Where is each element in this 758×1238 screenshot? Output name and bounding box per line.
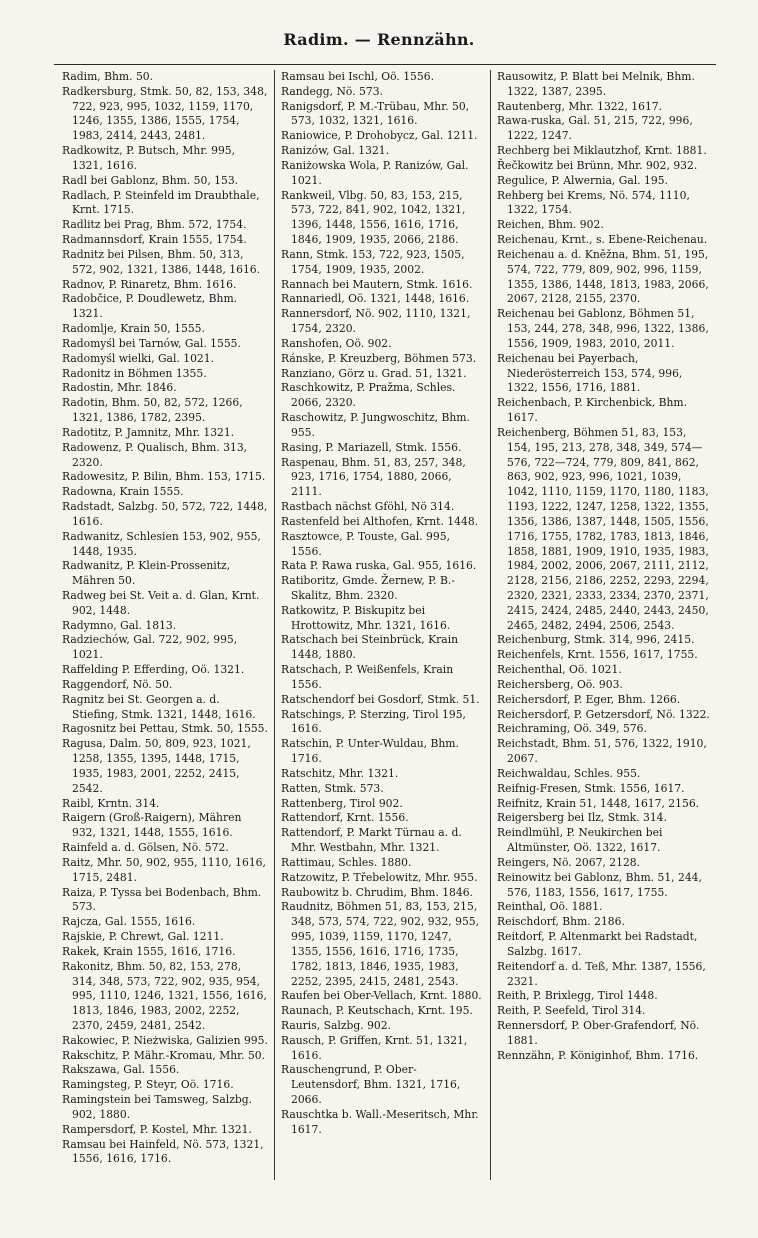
index-entry: Rauschtka b. Wall.-Meseritsch, Mhr. 1617. — [281, 1107, 479, 1136]
index-entry: Radostin, Mhr. 1846. — [62, 381, 177, 395]
index-entry: Radstadt, Salzbg. 50, 572, 722, 1448, 1616. — [62, 500, 268, 528]
index-entry: Rampersdorf, P. Kostel, Mhr. 1321. — [62, 1122, 252, 1136]
page-title: Radim. — Rennzähn. — [283, 30, 475, 49]
index-entry: Radnitz bei Pilsen, Bhm. 50, 313, 572, 902, 1321, 1386, 1448, 1616. — [62, 247, 261, 276]
index-entry: Raspenau, Bhm. 51, 83, 257, 348, 923, 1716, 1754, 1880, 2066, 2111. — [281, 455, 466, 499]
index-entry: Reindlmühl, P. Neukirchen bei Altmünster, Oö. 1322, 1617. — [497, 826, 663, 855]
index-entry: Reichenburg, Stmk. 314, 996, 2415. — [497, 633, 695, 647]
index-entry: Raigern (Groß-Raigern), Mähren 932, 1321, 1448, 1555, 1616. — [62, 811, 242, 840]
index-entry: Radmannsdorf, Krain 1555, 1754. — [62, 233, 247, 247]
index-entry: Radobčice, P. Doudlewetz, Bhm. 1321. — [62, 292, 238, 321]
index-entry: Rattendorf, Krnt. 1556. — [281, 811, 409, 825]
index-entry: Rannach bei Mautern, Stmk. 1616. — [281, 277, 473, 291]
index-entry: Rausch, P. Griffen, Krnt. 51, 1321, 1616. — [281, 1033, 468, 1062]
index-entry: Reinowitz bei Gablonz, Bhm. 51, 244, 576, 1183, 1556, 1617, 1755. — [497, 870, 702, 899]
index-entry: Ratschitz, Mhr. 1321. — [281, 766, 399, 780]
index-entry: Rakowiec, P. Nieżwiska, Galizien 995. — [62, 1033, 268, 1047]
index-entry: Radkersburg, Stmk. 50, 82, 153, 348, 722, 923, 995, 1032, 1159, 1170, 1246, 1355, 1386, 1555, 1754, 1983, 2414, 2443, 2481. — [62, 84, 268, 143]
index-entry: Rattenberg, Tirol 902. — [281, 796, 403, 810]
index-entry: Reitendorf a. d. Teß, Mhr. 1387, 1556, 2321. — [497, 959, 706, 988]
index-entry: Ratten, Stmk. 573. — [281, 781, 384, 795]
index-entry: Raniżowska Wola, P. Ranizów, Gal. 1021. — [281, 158, 469, 187]
index-entry: Reichwaldau, Schles. 955. — [497, 766, 641, 780]
index-entry: Reichenau, Krnt., s. Ebene-Reichenau. — [497, 233, 708, 247]
index-entry: Reingers, Nö. 2067, 2128. — [497, 855, 641, 869]
index-entry: Reichenau a. d. Kněžna, Bhm. 51, 195, 574, 722, 779, 809, 902, 996, 1159, 1355, 1386, 1448, 1813, 1983, 2066, 2067, 2128, 2155, 2370. — [497, 247, 709, 306]
index-entry: Regulice, P. Alwernia, Gal. 195. — [497, 173, 668, 187]
index-entry: Rajcza, Gal. 1555, 1616. — [62, 915, 196, 929]
index-entry: Ratschings, P. Sterzing, Tirol 195, 1616. — [281, 707, 466, 736]
index-entry: Radl bei Gablonz, Bhm. 50, 153. — [62, 173, 239, 187]
index-entry: Reichenthal, Oö. 1021. — [497, 663, 622, 677]
index-entry: Reifnitz, Krain 51, 1448, 1617, 2156. — [497, 796, 700, 810]
index-entry: Reichersdorf, P. Getzersdorf, Nö. 1322. — [497, 707, 710, 721]
index-entry: Radziechów, Gal. 722, 902, 995, 1021. — [62, 633, 238, 662]
index-entry: Radomyśl wielki, Gal. 1021. — [62, 351, 215, 365]
index-entry: Radomyśl bei Tarnów, Gal. 1555. — [62, 336, 241, 350]
index-entry: Ratschach bei Steinbrück, Krain 1448, 1880. — [281, 633, 459, 662]
index-entry: Radowna, Krain 1555. — [62, 485, 184, 499]
index-entry: Raschkowitz, P. Pražma, Schles. 2066, 2320. — [281, 381, 456, 410]
index-entry: Reichenberg, Böhmen 51, 83, 153, 154, 195, 213, 278, 348, 349, 574—576, 722—724, 779, 809, 841, 862, 863, 902, 923, 996, 1021, 1039, 1042, 1110, 1159, 1170, 1180, 1183, 1193, 1222, 1247, 1258, 1322, 1355, 1356, 1386, 1387, 1448, 1505, 1556, 1716, 1755, 1782, 1783, 1813, 1846, 1858, 1881, 1909, 1910, 1935, 1983, 1984, 2002, 2006, 2067, 2111, 2112, 2128, 2156, 2186, 2252, 2293, 2294, 2320, 2321, 2333, 2334, 2370, 2371, 2415, 2424, 2485, 2440, 2443, 2450, 2465, 2482, 2494, 2506, 2543. — [497, 425, 709, 632]
column-3 — [490, 70, 716, 1180]
index-entry: Ratkowitz, P. Biskupitz bei Hrottowitz, Mhr. 1321, 1616. — [281, 603, 451, 632]
index-entry: Raubowitz b. Chrudim, Bhm. 1846. — [281, 885, 473, 899]
index-entry: Radotin, Bhm. 50, 82, 572, 1266, 1321, 1386, 1782, 2395. — [62, 396, 243, 425]
index-entry: Řečkowitz bei Brünn, Mhr. 902, 932. — [497, 158, 698, 172]
index-entry: Reichersdorf, P. Eger, Bhm. 1266. — [497, 692, 681, 706]
index-entry: Ramingsteg, P. Steyr, Oö. 1716. — [62, 1078, 234, 1092]
index-entry: Raffelding P. Efferding, Oö. 1321. — [62, 663, 245, 677]
index-entry: Rajskie, P. Chrewt, Gal. 1211. — [62, 930, 224, 944]
index-entry: Rattimau, Schles. 1880. — [281, 855, 412, 869]
index-entry: Randegg, Nö. 573. — [281, 84, 383, 98]
index-entry: Rasing, P. Mariazell, Stmk. 1556. — [281, 440, 462, 454]
index-entry: Raudnitz, Böhmen 51, 83, 153, 215, 348, 573, 574, 722, 902, 932, 955, 995, 1039, 1159, 1170, 1247, 1355, 1556, 1616, 1716, 1735, 1782, 1813, 1846, 1935, 1983, 2252, 2395, 2415, 2481, 2543. — [281, 900, 480, 988]
index-entry: Reischdorf, Bhm. 2186. — [497, 915, 625, 929]
index-entry: Rastenfeld bei Althofen, Krnt. 1448. — [281, 514, 479, 528]
index-entry: Raibl, Krntn. 314. — [62, 796, 160, 810]
index-entry: Radwanitz, P. Klein-Prossenitz, Mähren 50. — [62, 559, 231, 588]
index-entry: Rattendorf, P. Markt Türnau a. d. Mhr. Westbahn, Mhr. 1321. — [281, 826, 462, 855]
index-entry: Reith, P. Brixlegg, Tirol 1448. — [497, 989, 658, 1003]
index-entry: Rakek, Krain 1555, 1616, 1716. — [62, 944, 236, 958]
index-entry: Ránske, P. Kreuzberg, Böhmen 573. — [281, 351, 477, 365]
index-entry: Raitz, Mhr. 50, 902, 955, 1110, 1616, 1715, 2481. — [62, 855, 266, 884]
index-entry: Reifnig-Fresen, Stmk. 1556, 1617. — [497, 781, 685, 795]
index-entry: Reichenau bei Gablonz, Böhmen 51, 153, 244, 278, 348, 996, 1322, 1386, 1556, 1909, 1983, 2010, 2011. — [497, 307, 709, 350]
column-2 — [274, 70, 490, 1180]
index-entry: Rannersdorf, Nö. 902, 1110, 1321, 1754, 2320. — [281, 307, 471, 336]
index-entry: Reichersberg, Oö. 903. — [497, 677, 623, 691]
index-entry: Ratschin, P. Unter-Wuldau, Bhm. 1716. — [281, 737, 459, 766]
index-entry: Ramsau bei Ischl, Oö. 1556. — [281, 70, 434, 83]
index-entry: Reichenau bei Payerbach, Niederösterreich 153, 574, 996, 1322, 1556, 1716, 1881. — [497, 351, 683, 395]
index-entry: Reinthal, Oö. 1881. — [497, 900, 603, 914]
index-entry: Radlitz bei Prag, Bhm. 572, 1754. — [62, 218, 247, 232]
index-entry: Radotitz, P. Jamnitz, Mhr. 1321. — [62, 425, 235, 439]
index-entry: Radnov, P. Rinaretz, Bhm. 1616. — [62, 277, 237, 291]
index-entry: Rauris, Salzbg. 902. — [281, 1019, 392, 1032]
index-entry: Ratiboritz, Gmde. Žernew, P. B.-Skalitz, Bhm. 2320. — [281, 574, 455, 602]
index-entry: Rautenberg, Mhr. 1322, 1617. — [497, 99, 663, 113]
index-entry: Rata P. Rawa ruska, Gal. 955, 1616. — [281, 559, 477, 573]
index-entry: Rann, Stmk. 153, 722, 923, 1505, 1754, 1909, 1935, 2002. — [281, 247, 465, 276]
index-entry: Raufen bei Ober-Vellach, Krnt. 1880. — [281, 989, 482, 1003]
index-entry: Ranshofen, Oö. 902. — [281, 336, 392, 350]
index-entry: Raiza, P. Tyssa bei Bodenbach, Bhm. 573. — [62, 885, 262, 914]
index-entry: Ratschach, P. Weißenfels, Krain 1556. — [281, 663, 454, 691]
index-entry: Radwanitz, Schlesien 153, 902, 955, 1448, 1935. — [62, 529, 261, 558]
index-entry: Ranizów, Gal. 1321. — [281, 144, 390, 158]
index-entry: Radowenz, P. Qualisch, Bhm. 313, 2320. — [62, 440, 248, 469]
index-entry: Rakszawa, Gal. 1556. — [62, 1063, 180, 1077]
index-entry: Reichenfels, Krnt. 1556, 1617, 1755. — [497, 648, 698, 662]
index-entry: Rawa-ruska, Gal. 51, 215, 722, 996, 1222, 1247. — [497, 114, 693, 143]
index-entry: Rauschengrund, P. Ober-Leutensdorf, Bhm. 1321, 1716, 2066. — [281, 1063, 461, 1107]
index-entry: Rehberg bei Krems, Nö. 574, 1110, 1322, 1754. — [497, 188, 690, 217]
index-entry: Rakschitz, P. Mähr.-Kromau, Mhr. 50. — [62, 1048, 266, 1062]
index-entry: Rakonitz, Bhm. 50, 82, 153, 278, 314, 348, 573, 722, 902, 935, 954, 995, 1110, 1246, 1321, 1556, 1616, 1813, 1846, 1983, 2002, 2252, 2370, 2459, 2481, 2542. — [62, 959, 267, 1032]
index-entry: Radim, Bhm. 50. — [62, 70, 154, 83]
index-entry: Raniowice, P. Drohobycz, Gal. 1211. — [281, 129, 478, 143]
index-entry: Ragnitz bei St. Georgen a. d. Stiefing, Stmk. 1321, 1448, 1616. — [62, 692, 256, 721]
index-entry: Reichraming, Oö. 349, 576. — [497, 722, 647, 736]
index-entry: Rasztowce, P. Touste, Gal. 995, 1556. — [281, 529, 450, 558]
index-entry: Reichstadt, Bhm. 51, 576, 1322, 1910, 2067. — [497, 737, 707, 766]
index-entry: Reith, P. Seefeld, Tirol 314. — [497, 1004, 646, 1018]
header-rule — [54, 64, 716, 65]
index-entry: Raunach, P. Keutschach, Krnt. 195. — [281, 1004, 473, 1018]
index-entry: Radymno, Gal. 1813. — [62, 618, 177, 632]
index-entry: Ramingstein bei Tamsweg, Salzbg. 902, 1880. — [62, 1093, 253, 1121]
index-entry: Reichen, Bhm. 902. — [497, 218, 604, 232]
index-entry: Rankweil, Vlbg. 50, 83, 153, 215, 573, 722, 841, 902, 1042, 1321, 1396, 1448, 1556, 1616, 1716, 1846, 1909, 1935, 2066, 2186. — [281, 188, 466, 247]
index-entry: Rechberg bei Miklautzhof, Krnt. 1881. — [497, 144, 707, 158]
index-entry: Ratzowitz, P. Třebelowitz, Mhr. 955. — [281, 870, 478, 884]
index-entry: Radweg bei St. Veit a. d. Glan, Krnt. 902, 1448. — [62, 588, 260, 617]
index-entry: Rennersdorf, P. Ober-Grafendorf, Nö. 1881. — [497, 1019, 700, 1047]
index-entry: Reichenbach, P. Kirchenbick, Bhm. 1617. — [497, 396, 688, 425]
index-entry: Radomlje, Krain 50, 1555. — [62, 322, 205, 336]
index-entry: Rastbach nächst Gföhl, Nö 314. — [281, 500, 455, 514]
index-entry: Ragusa, Dalm. 50, 809, 923, 1021, 1258, 1355, 1395, 1448, 1715, 1935, 1983, 2001, 2252, 2415, 2542. — [62, 737, 251, 795]
index-entry: Radlach, P. Steinfeld im Draubthale, Krnt. 1715. — [62, 188, 260, 217]
index-entry: Ramsau bei Hainfeld, Nö. 573, 1321, 1556, 1616, 1716. — [62, 1137, 264, 1166]
index-entry: Radonitz in Böhmen 1355. — [62, 366, 207, 380]
index-entry: Ratschendorf bei Gosdorf, Stmk. 51. — [281, 692, 480, 706]
index-entry: Reitdorf, P. Altenmarkt bei Radstadt, Salzbg. 1617. — [497, 930, 698, 958]
index-entry: Radkowitz, P. Butsch, Mhr. 995, 1321, 1616. — [62, 144, 236, 172]
index-entry: Raschowitz, P. Jungwoschitz, Bhm. 955. — [281, 411, 470, 439]
index-entry: Rannariedl, Oö. 1321, 1448, 1616. — [281, 292, 470, 306]
index-entry: Rainfeld a. d. Gölsen, Nö. 572. — [62, 841, 229, 855]
index-entry: Rausowitz, P. Blatt bei Melnik, Bhm. 1322, 1387, 2395. — [497, 70, 695, 98]
index-entry: Ranigsdorf, P. M.-Trübau, Mhr. 50, 573, 1032, 1321, 1616. — [281, 99, 470, 128]
index-entry: Raggendorf, Nö. 50. — [62, 677, 173, 691]
index-entry: Ragosnitz bei Pettau, Stmk. 50, 1555. — [62, 722, 268, 736]
index-entry: Radowesitz, P. Bilin, Bhm. 153, 1715. — [62, 470, 266, 484]
column-1 — [56, 70, 274, 1180]
index-entry: Rennzähn, P. Königinhof, Bhm. 1716. — [497, 1048, 699, 1062]
index-entry: Reigersberg bei Ilz, Stmk. 314. — [497, 811, 667, 825]
index-columns — [56, 70, 716, 1180]
index-entry: Ranziano, Görz u. Grad. 51, 1321. — [281, 366, 467, 380]
